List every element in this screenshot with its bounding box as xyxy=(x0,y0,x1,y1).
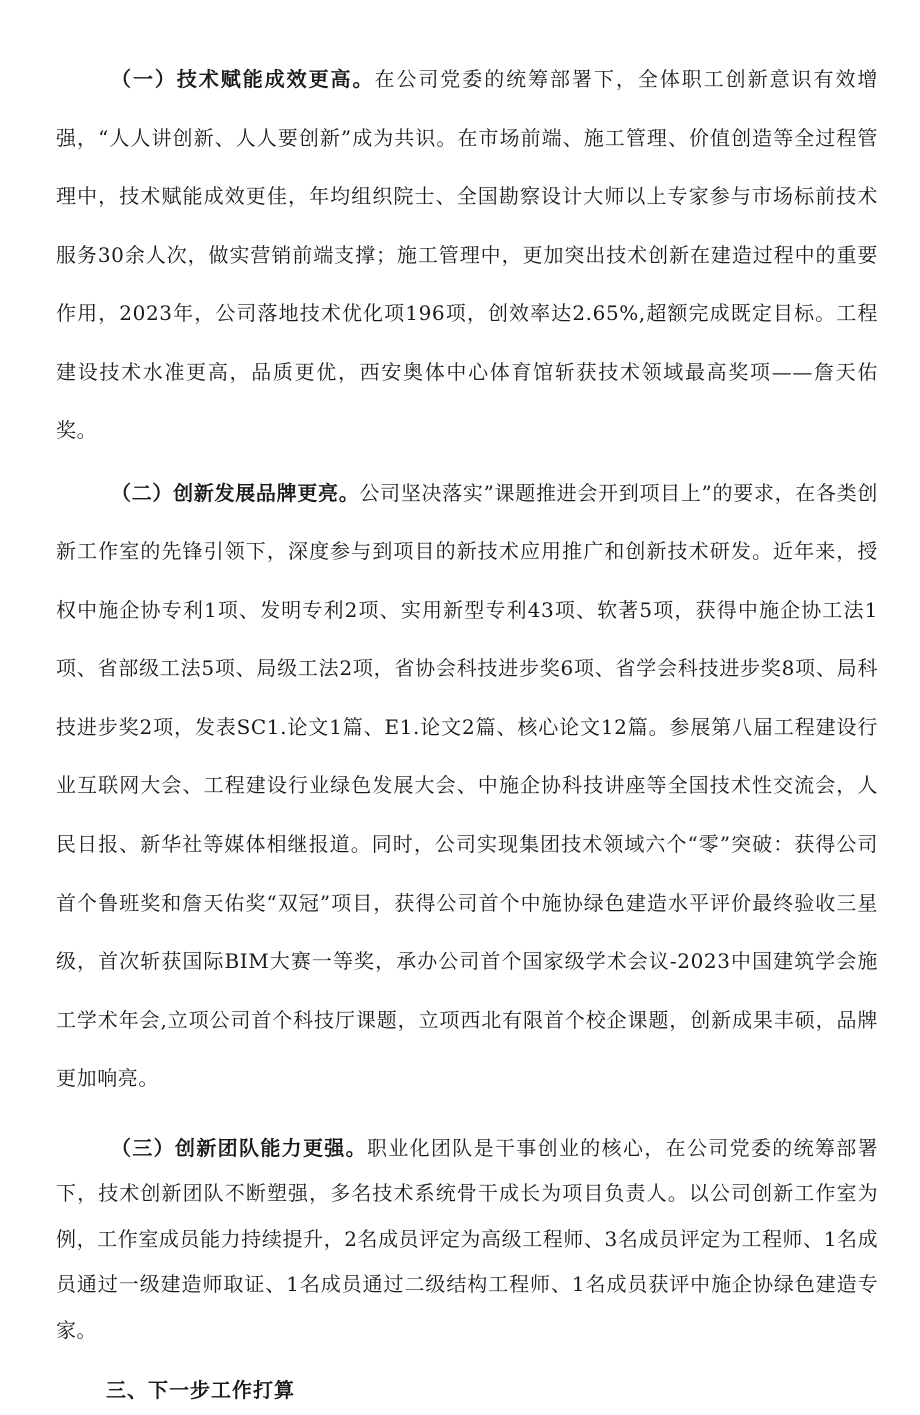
paragraph-tech-empowerment xyxy=(56,50,878,460)
paragraph-body-3: 职业化团队是干事创业的核心，在公司党委的统筹部署下，技术创新团队不断塑强，多名技术系统骨干成长为项目负责人。以公司创新工作室为例，工作室成员能力持续提升，2名成员评定为高级工程师、3名成员评定为工程师、1名成员通过一级建造师取证、1名成员通过二级结构工程师、1名成员获评中施企协绿色建造专家。 xyxy=(56,1136,878,1342)
paragraph-body-1: 在公司党委的统筹部署下，全体职工创新意识有效增强，“人人讲创新、人人要创新”成为共识。在市场前端、施工管理、价值创造等全过程管理中，技术赋能成效更佳，年均组织院士、全国勘察设计大师以上专家参与市场标前技术服务30余人次，做实营销前端支撑；施工管理中，更加突出技术创新在建造过程中的重要作用，2023年，公司落地技术优化项196项，创效率达2.65%,超额完成既定目标。工程建设技术水准更高，品质更优，西安奥体中心体育馆斩获技术领域最高奖项——詹天佑奖。 xyxy=(56,67,878,442)
section-heading: 三、下一步工作打算 xyxy=(106,1378,295,1403)
paragraph-lead-3: （三）创新团队能力更强。 xyxy=(111,1136,367,1161)
paragraph-innovation-brand xyxy=(56,464,878,1109)
paragraph-lead-1: （一）技术赋能成效更高。 xyxy=(111,67,375,91)
paragraph-innovation-team xyxy=(56,1126,878,1353)
document-page xyxy=(56,50,878,1415)
paragraph-body-2: 公司坚决落实”课题推进会开到项目上”的要求，在各类创新工作室的先锋引领下，深度参与到项目的新技术应用推广和创新技术研发。近年来，授权中施企协专利1项、发明专利2项、实用新型专利43项、软著5项，获得中施企协工法1项、省部级工法5项、局级工法2项，省协会科技进步奖6项、省学会科技进步奖8项、局科技进步奖2项，发表SC1.论文1篇、E1.论文2篇、核心论文12篇。参展第八届工程建设行业互联网大会、工程建设行业绿色发展大会、中施企协科技讲座等全国技术性交流会，人民日报、新华社等媒体相继报道。同时，公司实现集团技术领域六个“零”突破：获得公司首个鲁班奖和詹天佑奖“双冠”项目，获得公司首个中施协绿色建造水平评价最终验收三星级，首次斩获国际BIM大赛一等奖，承办公司首个国家级学术会议-2023中国建筑学会施工学术年会,立项公司首个科技厅课题，立项西北有限首个校企课题，创新成果丰硕，品牌更加响亮。 xyxy=(56,480,878,1091)
paragraph-lead-2: （二）创新发展品牌更亮。 xyxy=(111,480,360,505)
